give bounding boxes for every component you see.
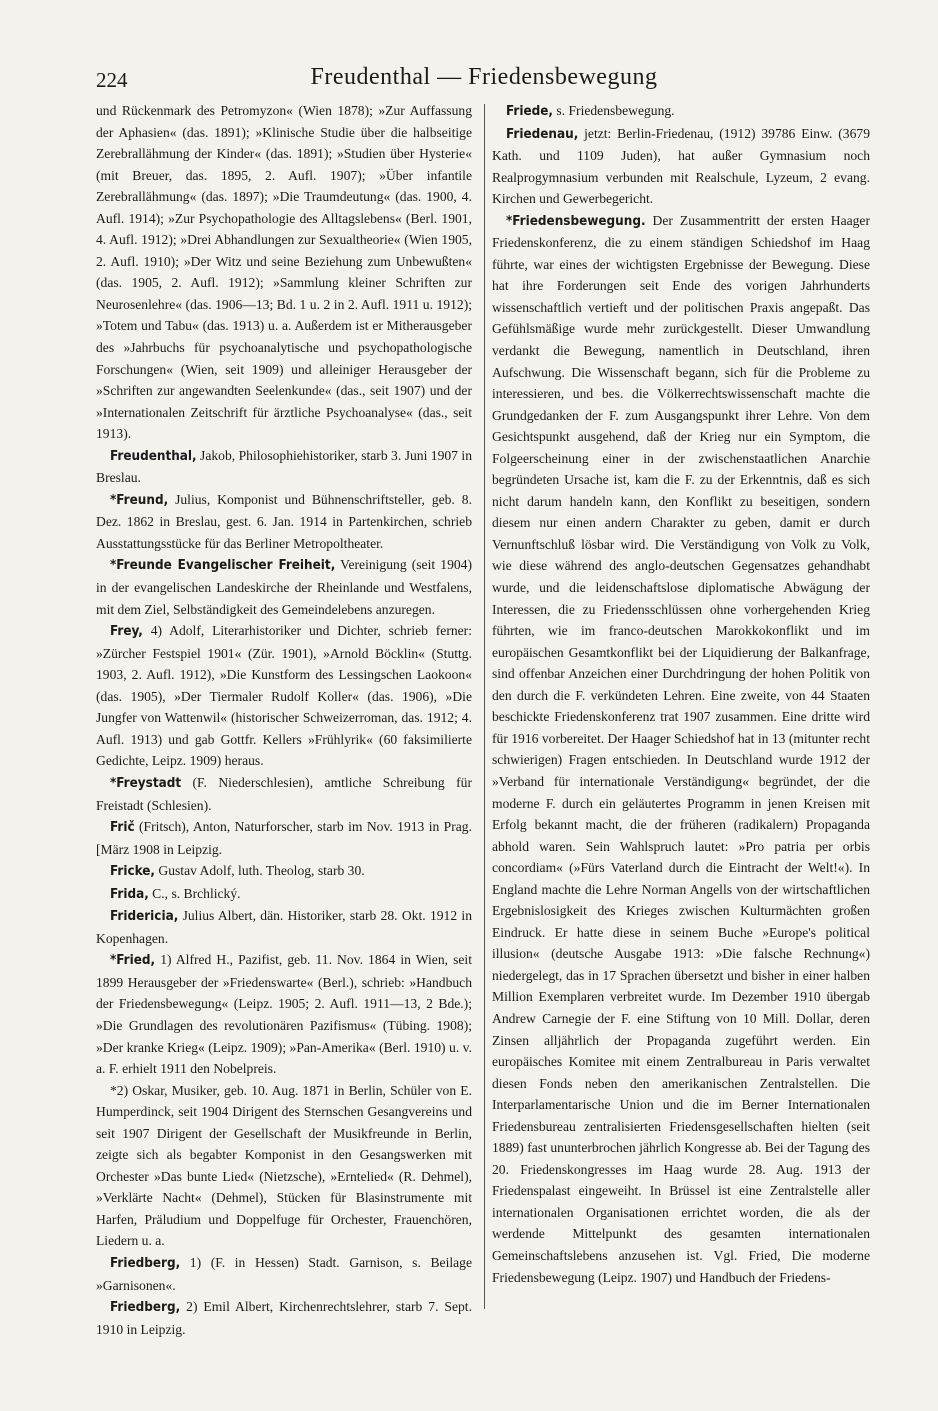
entry-headword: *Friedensbewegung. [506, 213, 646, 229]
dictionary-entry [96, 100, 472, 445]
entry-text: Jakob, Philosophiehistoriker, starb 3. Juni 1907 in Breslau. [96, 447, 472, 486]
entry-headword: Friede, [506, 104, 553, 119]
entry-text: jetzt: Berlin-Friedenau, (1912) 39786 Einw. (3679 Kath. und 1109 Juden), hat außer Gymnasium noch Realprogymnasium verbunden mit Realschule, Lyzeum, 2 evang. Kirchen und Gewerbegericht. [492, 125, 870, 207]
dictionary-entry [96, 949, 472, 1079]
entry-text: 2) Emil Albert, Kirchenrechtslehrer, starb 7. Sept. 1910 in Leipzig. [96, 1299, 472, 1337]
right-column [492, 100, 870, 1288]
dictionary-entry [96, 1080, 472, 1252]
entry-headword: Frida, [110, 886, 149, 902]
entry-text: Gustav Adolf, luth. Theolog, starb 30. [154, 863, 365, 879]
running-head: Freudenthal — Friedensbewegung [310, 64, 658, 90]
dictionary-entry [96, 1252, 472, 1296]
page-number: 224 [96, 68, 128, 92]
entry-headword: *Freystadt [110, 775, 182, 791]
entry-text: 1) Alfred H., Pazifist, geb. 11. Nov. 1864 in Wien, seit 1899 Herausgeber der »Friedenswarte« (Berl.), schrieb: »Handbuch der Friedensbewegung« (Leipz. 1905; 2. Aufl. 1911—13, 2 Bde.); »Die Grundlagen des revolutionären Pazifismus« (Tübing. 1908); »Der kranke Krieg« (Leipz. 1909); »Pan-Amerika« (Berl. 1910) u. v. a. F. erhielt 1911 den Nobelpreis. [96, 952, 472, 1077]
left-column [96, 100, 472, 1340]
dictionary-entry [96, 620, 472, 772]
dictionary-entry [96, 883, 472, 906]
entry-text: Vereinigung (seit 1904) in der evangelischen Landeskirche der Rheinlande und Westfalens, mit dem Ziel, Selbständigkeit des Gemeindelebens anzuregen. [96, 557, 472, 617]
entry-text: s. Friedensbewegung. [553, 103, 675, 118]
entry-headword: Fridericia, [110, 909, 179, 925]
entry-text: Julius Albert, dän. Historiker, starb 28. Okt. 1912 in Kopenhagen. [96, 908, 472, 946]
dictionary-entry [492, 123, 870, 210]
entry-headword: Frič [110, 820, 135, 836]
dictionary-entry [96, 816, 472, 860]
dictionary-entry [96, 772, 472, 816]
entry-headword: Friedenau, [506, 126, 579, 142]
entry-headword: Friedberg, [110, 1300, 181, 1316]
dictionary-entry [96, 489, 472, 555]
entry-headword: Friedberg, [110, 1255, 181, 1271]
dictionary-entry [96, 445, 472, 489]
entry-headword: *Fried, [110, 953, 156, 969]
entry-text: (F. Niederschlesien), amtliche Schreibung für Freistadt (Schlesien). [96, 774, 472, 813]
entry-headword: Frey, [110, 624, 143, 640]
entry-text: (Fritsch), Anton, Naturforscher, starb im Nov. 1913 in Prag. [März 1908 in Leipzig. [96, 819, 472, 857]
entry-text: 1) (F. in Hessen) Stadt. Garnison, s. Beilage »Garnisonen«. [96, 1254, 472, 1293]
entry-headword: Fricke, [110, 864, 155, 880]
entry-headword: *Freund, [110, 492, 169, 508]
dictionary-entry [96, 1296, 472, 1340]
entry-text: Julius, Komponist und Bühnenschriftsteller, geb. 8. Dez. 1862 in Breslau, gest. 6. Jan. 1914 in Partenkirchen, schrieb Ausstattungsstücke für das Berliner Metropoltheater. [96, 491, 472, 551]
dictionary-entry [492, 210, 870, 1288]
entry-text: und Rückenmark des Petromyzon« (Wien 1878); »Zur Auffassung der Aphasien« (das. 1891); »Klinische Studie über die halbseitige Zerebrallähmung der Kinder« (das. 1891); »Studien über Hysterie« (mit Breuer, das. 1895, 2. Aufl. 1907); »Über infantile Zerebrallähmung« (das. 1897); »Die Traumdeutung« (das. 1900, 4. Aufl. 1914); »Zur Psychopathologie des Alltagslebens« (Berl. 1901, 4. Aufl. 1912); »Drei Abhandlungen zur Sexualtheorie« (Wien 1905, 2. Aufl. 1910); »Der Witz und seine Beziehung zum Unbewußten« (das. 1905, 2. Aufl. 1912); »Sammlung kleiner Schriften zur Neurosenlehre« (das. 1906—13; Bd. 1 u. 2 in 2. Aufl. 1911 u. 1912); »Totem und Tabu« (das. 1913) u. a. Außerdem ist er Mitherausgeber des »Jahrbuchs für psychoanalytische und psychopathologische Forschungen« (Wien, seit 1909) und alleiniger Herausgeber der »Schriften zur angewandten Seelenkunde« (das., seit 1907) und der »Internationalen Zeitschrift für ärztliche Psychoanalyse« (das., seit 1913). [96, 103, 472, 442]
entry-text: *2) Oskar, Musiker, geb. 10. Aug. 1871 in Berlin, Schüler von E. Humperdinck, seit 1904 Dirigent des Sternschen Gesangvereins und seit 1907 Dirigent der Gesellschaft der Musikfreunde in Berlin, zeigte sich als begabter Komponist in den Gesangswerken mit Orchester »Das bunte Lied« (Nietzsche), »Erntelied« (R. Dehmel), »Verklärte Nacht« (Dehmel), Stücken für Blasinstrumente mit Harfen, Präludium und Doppelfuge für Orchester, Frauenchören, Liedern u. a. [96, 1082, 472, 1249]
dictionary-entry [96, 860, 472, 883]
entry-headword: *Freunde Evangelischer Freiheit, [110, 558, 336, 574]
entry-text: 4) Adolf, Literarhistoriker und Dichter, schrieb ferner: »Zürcher Festspiel 1901« (Zür. 1901), »Arnold Böcklin« (Stuttg. 1903, 2. Aufl. 1912), »Die Kunstform des Lessingschen Laokoon« (das. 1905), »Der Tiermaler Rudolf Koller« (das. 1906), »Die Jungfer von Wattenwil« (historischer Schweizerroman, das. 1912; 4. Aufl. 1913) und gab Gottfr. Kellers »Frühlyrik« (60 faksimilierte Gedichte, Leipz. 1909) heraus. [96, 623, 472, 769]
entry-text: Der Zusammentritt der ersten Haager Friedenskonferenz, die zu einem ständigen Schiedshof im Haag führte, war eines der wichtigsten Ergebnisse der Bewegung. Diese hat ihre Forderungen seit Ende des vorigen Jahrhunderts wissenschaftlich vertieft und der politischen Praxis angepaßt. Das Gefühlsmäßige wurde mehr zurückgestellt. Dieser Umwandlung verdankt die Bewegung, namentlich in Deutschland, ihren Aufschwung. Die Wissenschaft begann, sich für die Probleme zu interessieren, und bes. die Völkerrechtswissenschaft machte die Grundgedanken der F. zum Ausgangspunkt ihrer Lehre. Von dem Gesichtspunkt ausgehend, daß der Krieg nur ein Symptom, die Folgeerscheinung einer in der zwischenstaatlichen Anarchie begründeten Ursache ist, kam die F. zu der Erkenntnis, daß es sich nicht darum handeln kann, den Konflikt zu beseitigen, sondern diesem nur einen andern Charakter zu geben, damit er durch Vernunftschluß lösbar wird. Die Verständigung von Volk zu Volk, wie diese während des anglo-deutschen Gegensatzes gehandhabt wurde, und die leidenschaftslose diplomatische Abwägung der Interessen, die zu Friedensschlüssen ohne vorhergehenden Krieg führten, wie im franco-deutschen Marokkokonflikt und im europäischen Gesamtkonflikt bei der Liquidierung der Balkanfrage, sind offenbar Anzeichen einer Durchdringung der hohen Politik von den durch die F. verkündeten Lehren. Eine zweite, von 44 Staaten beschickte Friedenskonferenz trat 1907 zusammen. Eine dritte wird für 1916 vorbereitet. Der Haager Schiedshof hat in 13 (mitunter recht schwierigen) Fragen entschieden. In Deutschland wurde 1912 der »Verband für internationale Verständigung« begründet, der die moderne F. durch ein geläutertes Programm in jenen Kreisen mit Erfolg bekannt macht, die der früheren (radikalern) Propaganda abhold waren. Sein Wahlspruch lautet: »Pro patria per orbis concordiam« (»Fürs Vaterland durch die Eintracht der Welt!«). In England machte die Lehre Norman Angells von der wirtschaftlichen Ergebnislosigkeit des Krieges zwischen Kulturmächten großen Eindruck. Er hatte diese in seinem Buche »Europe's political illusion« (deutsche Ausgabe 1913: »Die falsche Rechnung«) niedergelegt, das in 17 Sprachen übersetzt und bisher in einer halben Million Exemplaren verbreitet wurde. Im Dezember 1910 übergab Andrew Carnegie der F. eine Stiftung von 10 Mill. Dollar, deren Zinsen alljährlich der Propaganda zugeführt werden. Ein europäisches Komitee mit einem Zentralbureau in Paris verwaltet diesen Fonds neben den amerikanischen Zentralstellen. Die Interparlamentarische Union und die im Berner Internationalen Friedensbureau zentralisierten Friedensgesellschaften hielten (seit 1889) fast ununterbrochen jährlich Kongresse ab. Bei der Tagung des 20. Friedenskongresses im Haag wurde 28. Aug. 1913 der Friedenspalast eingeweiht. In Brüssel ist eine Zentralstelle aller internationalen Organisationen errichtet worden, die als der werdende Mittelpunkt des gesamten internationalen Gemeinschaftslebens anzusehen ist. Vgl. Fried, Die moderne Friedensbewegung (Leipz. 1907) und Handbuch der Friedens- [492, 212, 870, 1285]
column-divider [484, 104, 485, 1309]
dictionary-entry [96, 554, 472, 620]
entry-headword: Freudenthal, [110, 448, 197, 464]
entry-text: C., s. Brchlický. [148, 885, 241, 901]
dictionary-entry [96, 905, 472, 949]
page-header [96, 62, 872, 96]
dictionary-entry [492, 100, 870, 123]
